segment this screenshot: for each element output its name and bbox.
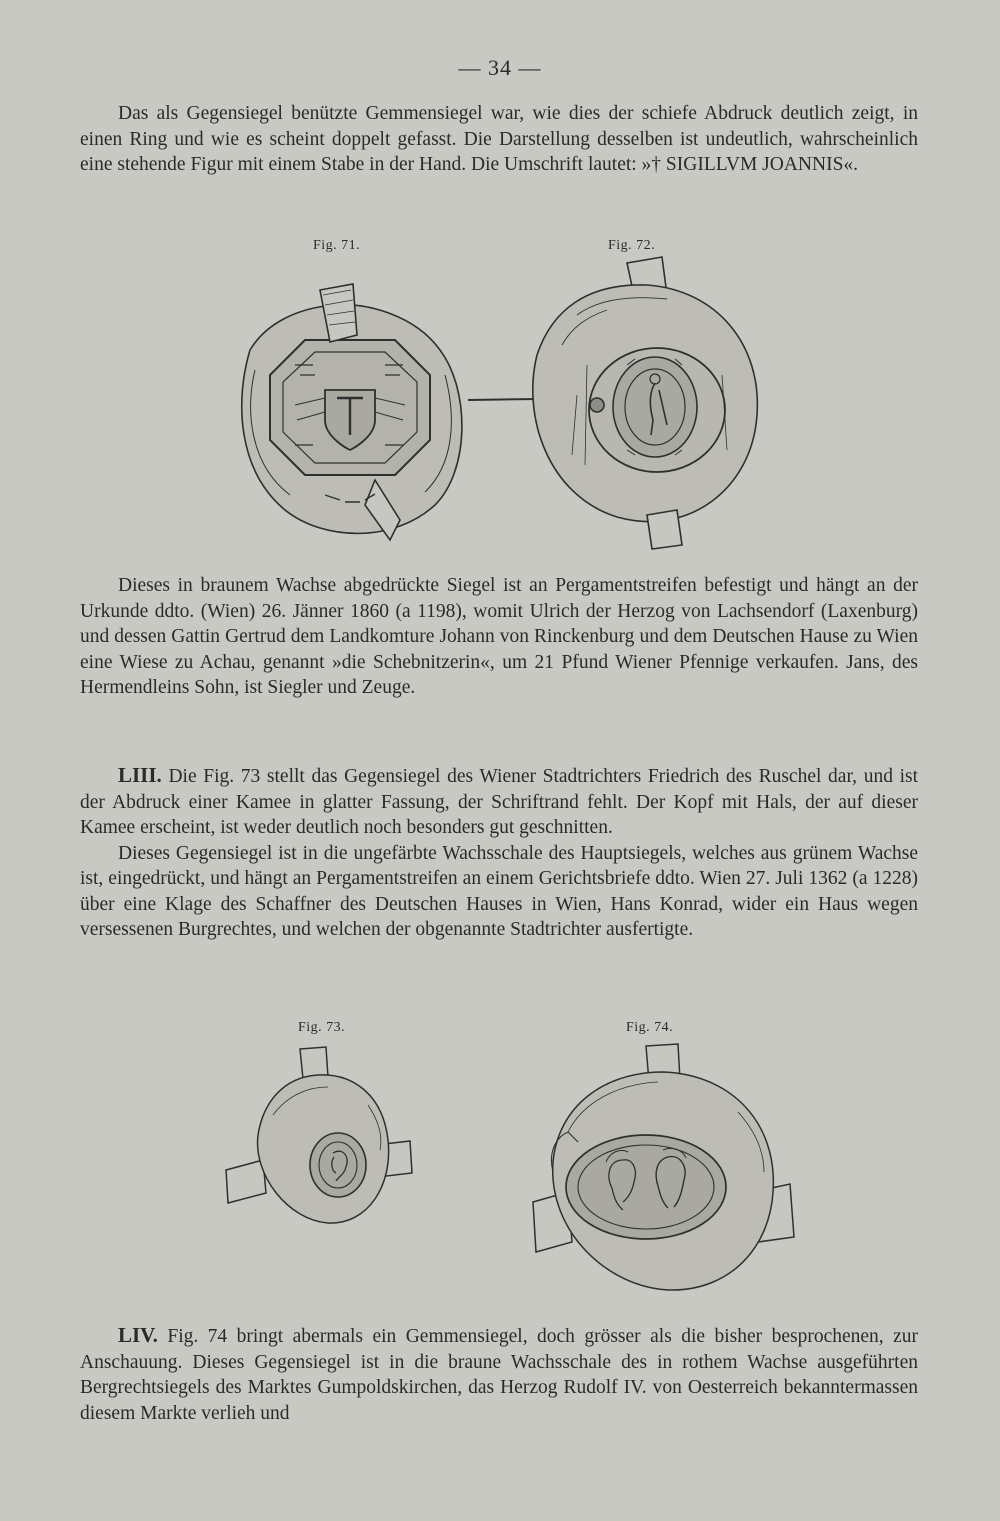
caption-fig-74: Fig. 74. <box>626 1020 674 1035</box>
caption-fig-73: Fig. 73. <box>298 1020 346 1035</box>
page-number: — 34 — <box>458 55 542 80</box>
section-liii <box>80 763 918 943</box>
seal-figure-73 <box>218 1045 418 1235</box>
section-text: Fig. 74 bringt abermals ein Gemmensiegel, doch grösser als die bisher besprochenen, zur Anschauung. Dieses Gegensiegel ist in die braune Wachsschale des in rothem Wachse ausgeführten Bergrechtsiegels des Marktes Gumpoldskirchen, das Herzog Rudolf IV. von Oesterreich bekanntermassen diesem Markte verlieh und <box>80 1326 919 1424</box>
section-text-continued: Dieses Gegensiegel ist in die ungefärbte Wachsschale des Hauptsiegels, welches aus grünem Wachse ist, eingedrückt, und hängt an Pergamentstreifen an einem Gerichtsbriefe ddto. Wien 27. Juli 1362 (a 1228) über eine Klage des Schaffner des Deutschen Hauses in Wien, Hans Konrad, wider ein Haus wegen versessenen Burgrechtes, und welchen der obgenannte Stadtrichter ausfertigte. <box>80 842 918 940</box>
caption-fig-71: Fig. 71. <box>313 238 361 253</box>
section-numeral: LIII. <box>118 763 162 787</box>
paragraph-text: Das als Gegensiegel benützte Gemmensiegel war, wie dies der schiefe Abdruck deutlich zeigt, in einen Ring und wie es scheint doppelt gefasst. Die Darstellung desselben ist undeutlich, wahrscheinlich eine stehende Figur mit einem Stabe in der Hand. Die Umschrift lautet: »† SIGILLVM JOANNIS«. <box>80 103 918 175</box>
paragraph-seal-description <box>80 573 918 701</box>
caption-fig-72: Fig. 72. <box>608 238 656 253</box>
seal-figure-72 <box>517 255 767 555</box>
paragraph-text: Dieses in braunem Wachse abgedrückte Siegel ist an Pergamentstreifen befestigt und hängt an der Urkunde ddto. (Wien) 26. Jänner 1860 (a 1198), womit Ulrich der Herzog von Lachsendorf (Laxenburg) und dessen Gattin Gertrud dem Landkomture Johann von Rinckenburg und dem Deutschen Hause zu Wien eine Wiese zu Achau, genannt »die Schebnitzerin«, um 21 Pfund Wiener Pfennige verkaufen. Jans, des Hermendleins Sohn, ist Siegler und Zeuge. <box>80 575 918 698</box>
section-liv <box>80 1323 918 1426</box>
seal-figure-74 <box>528 1042 798 1302</box>
section-numeral: LIV. <box>118 1323 158 1347</box>
section-text: Die Fig. 73 stellt das Gegensiegel des Wiener Stadtrichters Friedrich des Ruschel dar, und ist der Abdruck einer Kamee in glatter Fassung, der Schriftrand fehlt. Der Kopf mit Hals, der auf dieser Kamee erscheint, ist weder deutlich noch besonders gut geschnitten. <box>80 766 919 838</box>
paragraph-gem-seal <box>80 101 918 178</box>
seal-figure-71 <box>225 280 475 555</box>
